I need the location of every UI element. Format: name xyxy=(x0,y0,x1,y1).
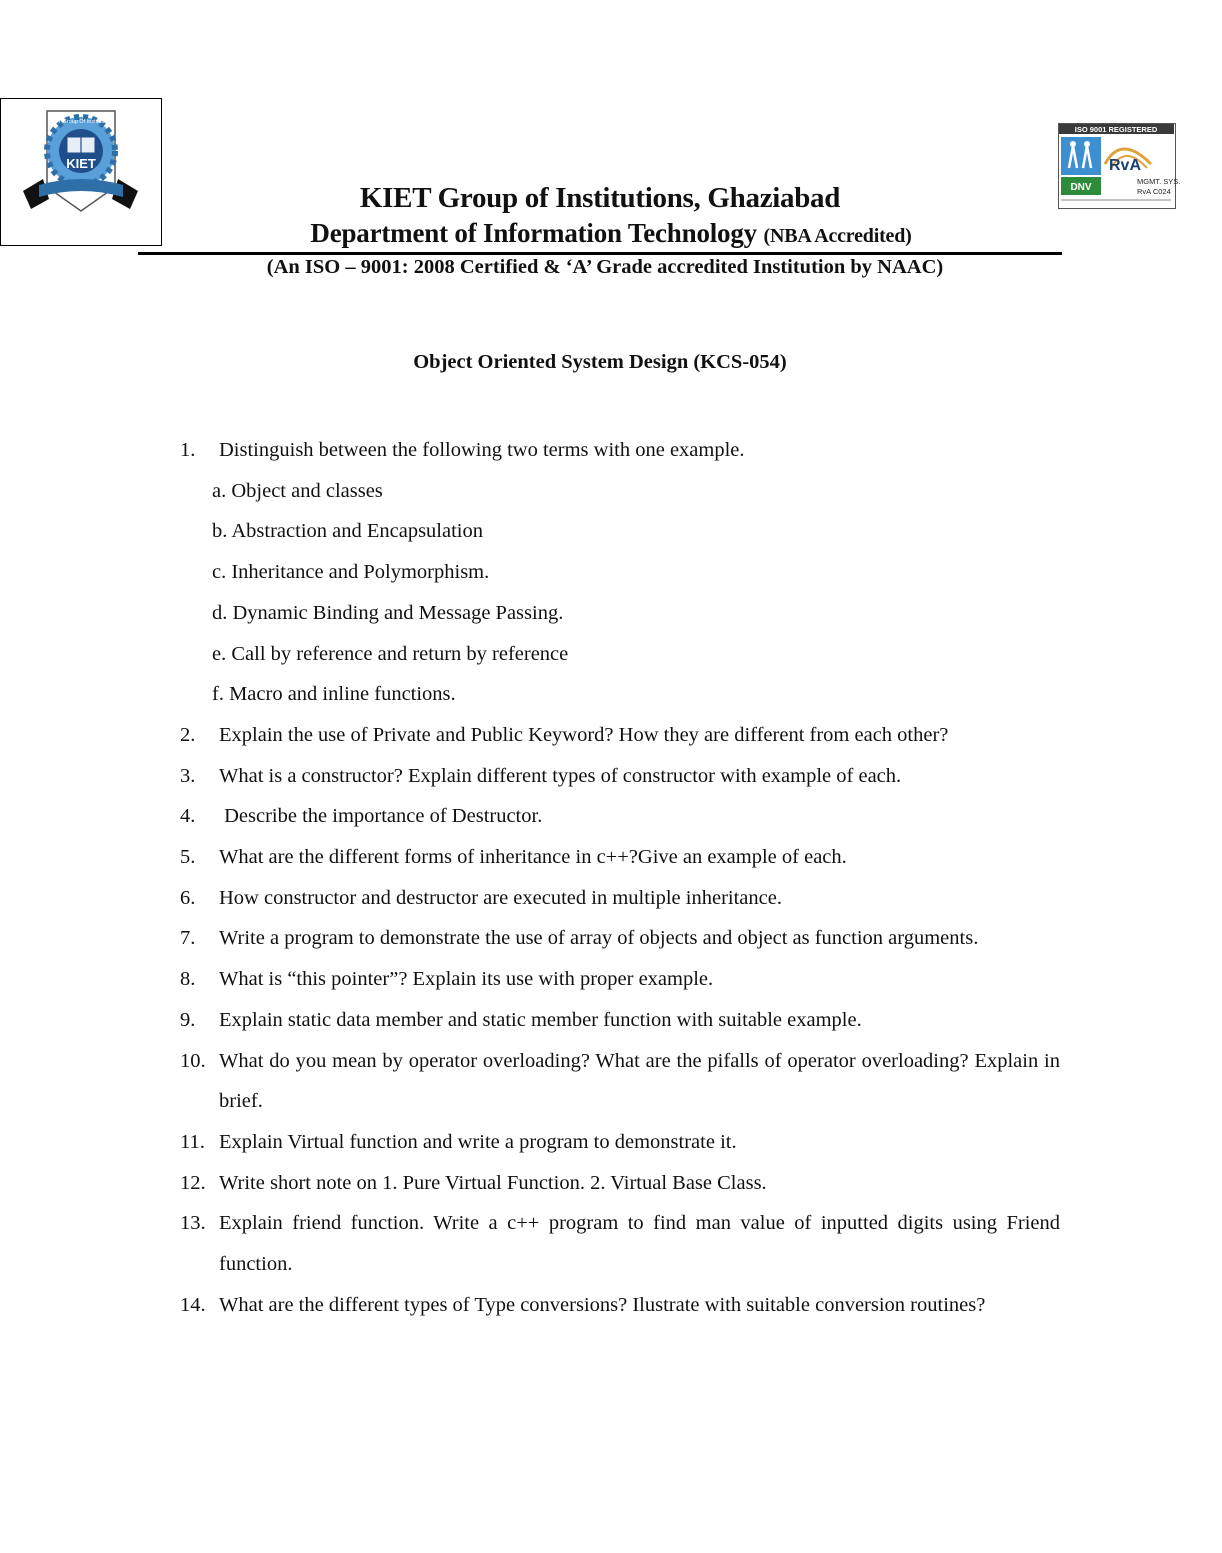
svg-text:MGMT. SYS.: MGMT. SYS. xyxy=(1137,177,1181,186)
department-name: Department of Information Technology xyxy=(310,218,757,248)
question-text: Explain static data member and static member function with suitable example. xyxy=(219,1008,862,1031)
question-list xyxy=(180,430,1060,1325)
svg-text:KIET Group Of Institutions: KIET Group Of Institutions xyxy=(48,119,114,125)
question-item xyxy=(180,796,1060,837)
sub-question-item: b. Abstraction and Encapsulation xyxy=(212,520,483,543)
question-text: What are the different forms of inheritance in c++?Give an example of each. xyxy=(219,846,847,869)
question-item xyxy=(180,1041,1060,1122)
question-item xyxy=(180,878,1060,919)
certification-line: (An ISO – 9001: 2008 Certified & ‘A’ Grade accredited Institution by NAAC) xyxy=(266,256,944,278)
question-number: 10. xyxy=(180,1049,206,1072)
sub-question-item: f. Macro and inline functions. xyxy=(212,683,456,706)
question-number: 13. xyxy=(180,1212,206,1235)
svg-text:ISO 9001 REGISTERED: ISO 9001 REGISTERED xyxy=(1074,125,1158,134)
question-item xyxy=(180,1163,1060,1204)
question-number: 8. xyxy=(180,968,196,991)
department-line xyxy=(0,218,1222,249)
question-item xyxy=(180,1203,1060,1284)
question-number: 7. xyxy=(180,927,196,950)
subject-title: Object Oriented System Design (KCS-054) xyxy=(413,351,787,373)
question-text: How constructor and destructor are executed in multiple inheritance. xyxy=(219,886,782,909)
question-text: Explain Virtual function and write a program to demonstrate it. xyxy=(219,1130,737,1153)
question-number: 3. xyxy=(180,764,196,787)
question-item xyxy=(180,918,1060,959)
question-item xyxy=(180,1000,1060,1041)
sub-question-item: d. Dynamic Binding and Message Passing. xyxy=(212,601,564,624)
question-item xyxy=(180,1285,1060,1326)
question-item xyxy=(180,430,1060,715)
question-text: Write a program to demonstrate the use of array of objects and object as function arguments. xyxy=(219,927,979,950)
question-number: 6. xyxy=(180,886,196,909)
svg-text:RvA: RvA xyxy=(1109,157,1142,174)
nba-accredited-label: (NBA Accredited) xyxy=(763,225,912,247)
question-number: 4. xyxy=(180,805,196,828)
question-number: 1. xyxy=(180,439,196,461)
question-text: What do you mean by operator overloading? What are the pifalls of operator overloading? Explain in brief. xyxy=(219,1049,1060,1113)
question-item xyxy=(180,959,1060,1000)
question-text: What is “this pointer”? Explain its use with proper example. xyxy=(219,968,714,991)
svg-text:RvA C024: RvA C024 xyxy=(1137,187,1171,196)
question-item xyxy=(180,837,1060,878)
sub-question-item: e. Call by reference and return by reference xyxy=(212,642,569,665)
question-item xyxy=(180,756,1060,797)
question-item xyxy=(180,715,1060,756)
question-text: Explain friend function. Write a c++ program to find man value of inputted digits using Friend function. xyxy=(219,1212,1060,1276)
institution-name: KIET Group of Institutions, Ghaziabad xyxy=(359,182,841,214)
question-number: 9. xyxy=(180,1008,196,1031)
question-text: Distinguish between the following two terms with one example. xyxy=(219,439,745,461)
sub-question-item: c. Inheritance and Polymorphism. xyxy=(212,561,490,584)
question-text: Describe the importance of Destructor. xyxy=(219,805,543,828)
svg-text:KIET: KIET xyxy=(66,156,96,171)
question-text: Explain the use of Private and Public Keyword? How they are different from each other? xyxy=(219,723,949,746)
question-item xyxy=(180,1122,1060,1163)
question-number: 12. xyxy=(180,1171,206,1194)
question-text: Write short note on 1. Pure Virtual Function. 2. Virtual Base Class. xyxy=(219,1171,767,1194)
question-number: 11. xyxy=(180,1130,205,1153)
question-number: 14. xyxy=(180,1293,206,1316)
question-number: 2. xyxy=(180,723,196,746)
header-rule xyxy=(138,252,1062,255)
question-text: What are the different types of Type conversions? Ilustrate with suitable conversion routines? xyxy=(219,1293,986,1316)
question-number: 5. xyxy=(180,846,196,869)
sub-question-item: a. Object and classes xyxy=(212,479,383,502)
sub-question-list xyxy=(212,471,1060,715)
question-text: What is a constructor? Explain different types of constructor with example of each. xyxy=(219,764,902,787)
svg-text:DNV: DNV xyxy=(1070,182,1092,193)
